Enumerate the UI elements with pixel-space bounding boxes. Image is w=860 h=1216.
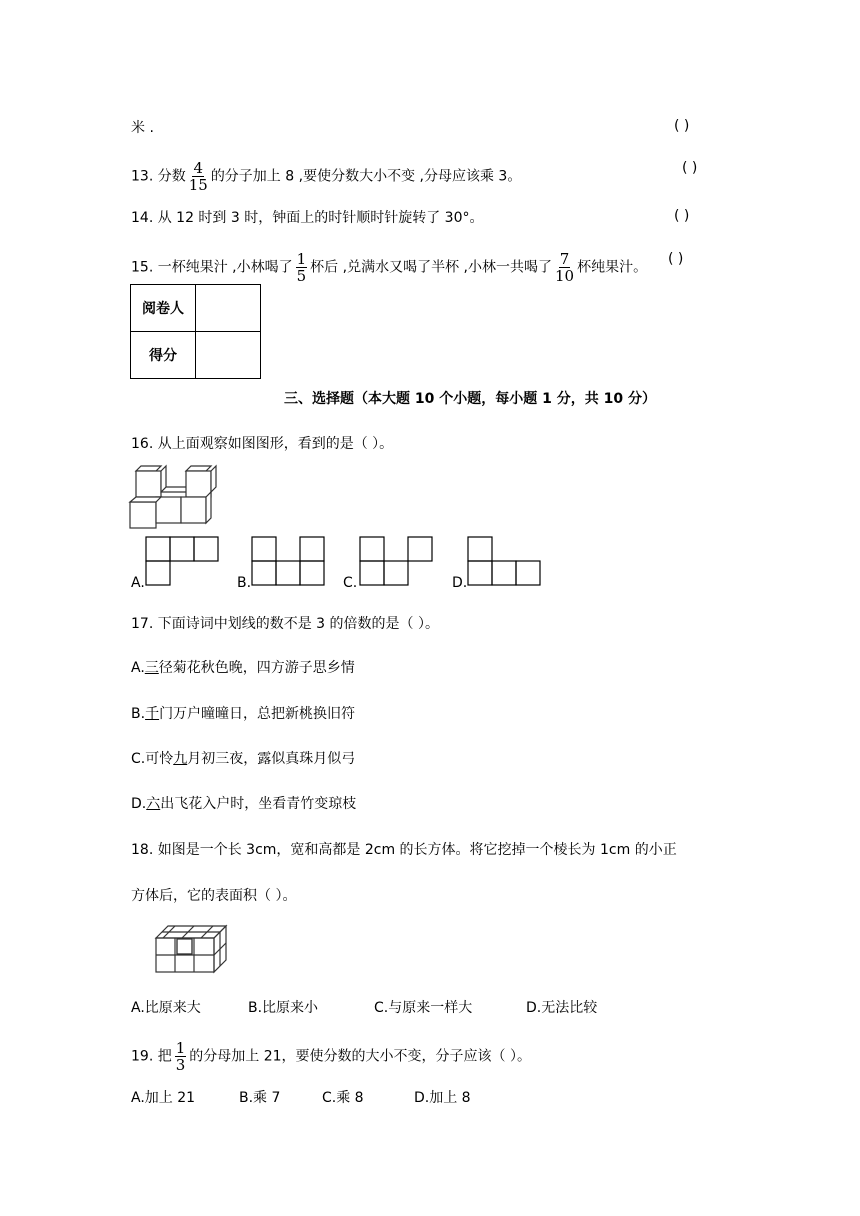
question-13 (131, 160, 521, 193)
q16-option-c-label[interactable]: C. (343, 575, 358, 591)
q18-cuboid-figure (156, 922, 228, 974)
q13-answer-blank[interactable]: ( ) (682, 160, 698, 176)
q18-option-d[interactable]: D.无法比较 (526, 1000, 598, 1016)
question-18-stem-line1: 18. 如图是一个长 3cm，宽和高都是 2cm 的长方体。将它挖掉一个棱长为 1cm 的小正 (131, 842, 677, 858)
reviewer-cell[interactable] (196, 285, 261, 332)
q12-tail-text: 米 . (131, 120, 154, 136)
q16-option-b-figure (252, 537, 327, 587)
question-15 (131, 251, 647, 284)
question-19-stem: 19. 把 $\frac{1}{3}$ 的分母加上 21，要使分数的大小不变，分子应该（ ）。 (131, 1039, 531, 1074)
q17-option-b[interactable]: B.千门万户曈曈日，总把新桃换旧符 (131, 706, 356, 722)
q13-pre: 13. 分数 (131, 168, 186, 185)
q16-cube-figure (130, 466, 220, 532)
q18-option-b[interactable]: B.比原来小 (248, 1000, 319, 1016)
q16-option-a-label[interactable]: A. (131, 575, 145, 591)
q13-fraction: $\frac{4}{15}$ (188, 159, 208, 194)
q16-option-a-figure (146, 537, 221, 587)
q15-answer-blank[interactable]: ( ) (668, 251, 684, 267)
q19-fraction: $\frac{1}{3}$ (175, 1039, 186, 1074)
q19-option-a[interactable]: A.加上 21 (131, 1090, 196, 1106)
q18-option-a[interactable]: A.比原来大 (131, 1000, 201, 1016)
q16-option-d-label[interactable]: D. (452, 575, 468, 591)
q19-option-b[interactable]: B.乘 7 (239, 1090, 281, 1106)
score-cell[interactable] (196, 332, 261, 379)
question-17-stem: 17. 下面诗词中划线的数不是 3 的倍数的是（ ）。 (131, 616, 439, 632)
q16-option-b-label[interactable]: B. (237, 575, 252, 591)
reviewer-label: 阅卷人 (131, 285, 196, 332)
q15-post: 杯纯果汁。 (577, 259, 648, 276)
q15-pre: 15. 一杯纯果汁 ,小林喝了 (131, 259, 293, 276)
grading-box (130, 284, 261, 379)
score-label: 得分 (131, 332, 196, 379)
q18-option-c[interactable]: C.与原来一样大 (374, 1000, 473, 1016)
q15-fraction-1: $\frac{1}{5}$ (296, 250, 307, 285)
q19-option-c[interactable]: C.乘 8 (322, 1090, 364, 1106)
q16-option-d-figure (468, 537, 543, 587)
q17-option-d[interactable]: D.六出飞花入户时，坐看青竹变琼枝 (131, 796, 357, 812)
q12-answer-blank[interactable]: ( ) (674, 118, 690, 134)
question-14: 14. 从 12 时到 3 时，钟面上的时针顺时针旋转了 30°。 (131, 210, 484, 226)
question-18-stem-line2: 方体后，它的表面积（ ）。 (131, 888, 297, 904)
q15-fraction-2: $\frac{7}{10}$ (554, 250, 575, 285)
q13-post: 的分子加上 8 ,要使分数大小不变 ,分母应该乘 3。 (210, 168, 522, 185)
q19-option-d[interactable]: D.加上 8 (414, 1090, 471, 1106)
q15-mid: 杯后 ,兑满水又喝了半杯 ,小林一共喝了 (310, 259, 552, 276)
q17-option-a[interactable]: A.三径菊花秋色晚，四方游子思乡情 (131, 660, 355, 676)
section-title: 三、选择题（本大题 10 个小题，每小题 1 分，共 10 分） (284, 391, 656, 407)
question-16-stem: 16. 从上面观察如图图形，看到的是（ ）。 (131, 436, 394, 452)
q14-answer-blank[interactable]: ( ) (674, 208, 690, 224)
q16-option-c-figure (360, 537, 435, 587)
q17-option-c[interactable]: C.可怜九月初三夜，露似真珠月似弓 (131, 751, 356, 767)
